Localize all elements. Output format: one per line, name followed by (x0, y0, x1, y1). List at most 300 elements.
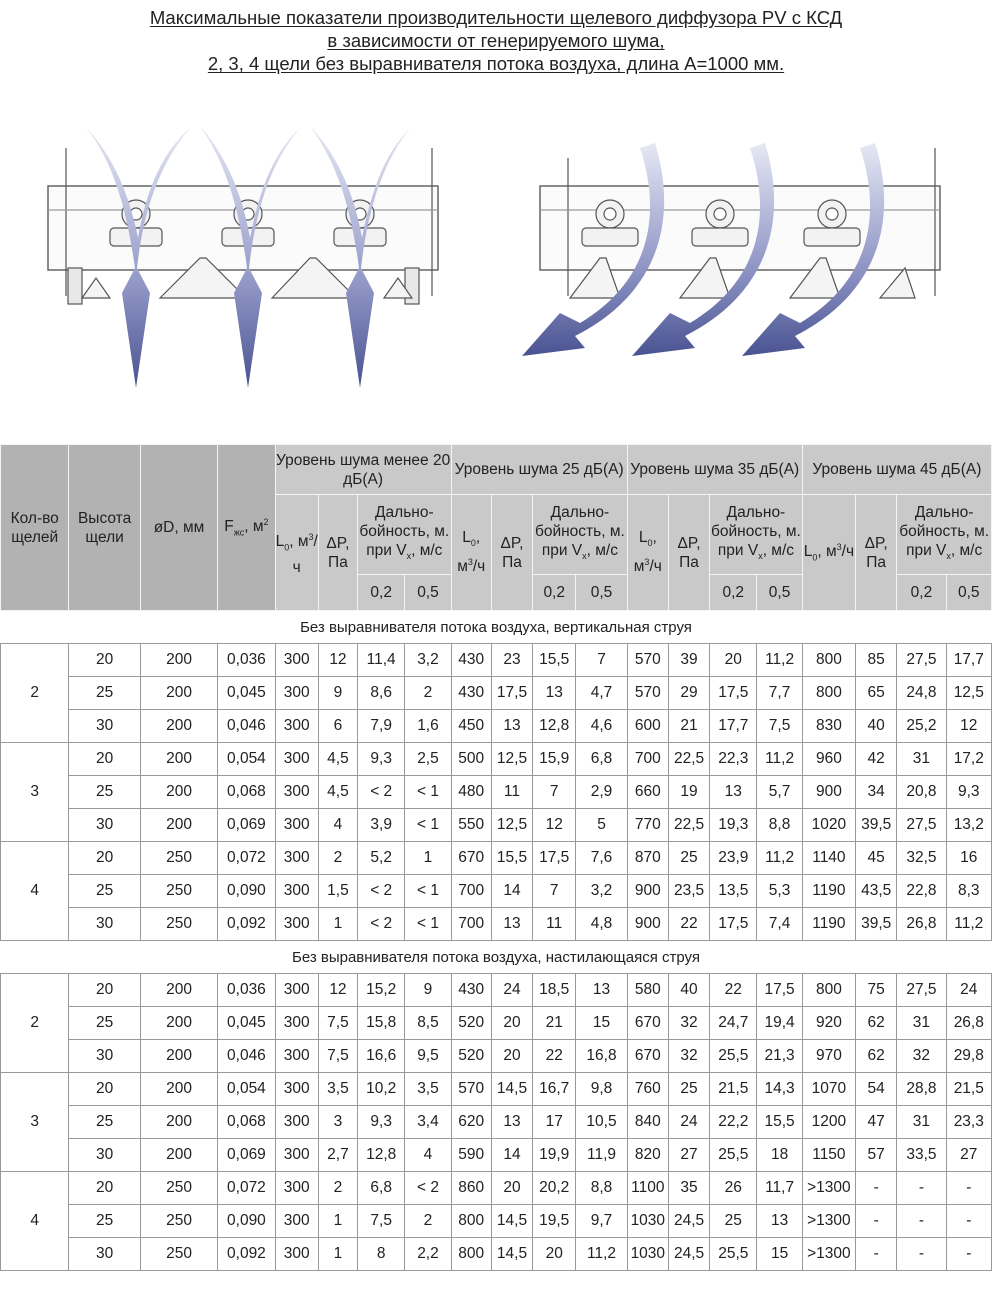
table-cell: 40 (668, 974, 709, 1007)
table-cell: 840 (627, 1106, 668, 1139)
slot-count-cell: 3 (1, 1073, 69, 1172)
table-cell: 27 (668, 1139, 709, 1172)
table-cell: 4,7 (576, 677, 627, 710)
table-cell: 25,2 (897, 710, 946, 743)
table-cell: 9 (318, 677, 357, 710)
table-cell: 430 (451, 974, 491, 1007)
table-cell: - (946, 1238, 991, 1271)
table-cell: 820 (627, 1139, 668, 1172)
table-cell: 300 (275, 1106, 318, 1139)
table-cell: 600 (627, 710, 668, 743)
table-cell: 22,2 (710, 1106, 757, 1139)
table-cell: 22 (533, 1040, 576, 1073)
table-cell: 62 (856, 1040, 897, 1073)
table-cell: 23,9 (710, 842, 757, 875)
table-cell: 0,072 (218, 842, 275, 875)
table-cell: - (856, 1238, 897, 1271)
table-cell: 760 (627, 1073, 668, 1106)
header-velocity-v1: 0,2 (710, 575, 757, 611)
table-cell: 21,5 (946, 1073, 991, 1106)
header-pressure: ΔP, Па (318, 495, 357, 611)
table-cell: 200 (140, 776, 217, 809)
table-cell: 2 (318, 842, 357, 875)
table-cell: 250 (140, 1238, 217, 1271)
table-cell: 2 (405, 1205, 451, 1238)
header-range: Дально-бойность, м. при $V_x$, м/с (533, 495, 628, 575)
table-row (1, 974, 992, 1007)
table-cell: 15,5 (757, 1106, 802, 1139)
table-cell: 7,7 (757, 677, 802, 710)
table-cell: 16,6 (358, 1040, 405, 1073)
table-cell: 4 (318, 809, 357, 842)
table-cell: 700 (627, 743, 668, 776)
table-cell: 0,092 (218, 908, 275, 941)
table-cell: - (856, 1172, 897, 1205)
table-cell: 5,7 (757, 776, 802, 809)
table-cell: 15 (576, 1007, 627, 1040)
table-cell: 14,5 (491, 1205, 532, 1238)
table-cell: 12,5 (491, 809, 532, 842)
table-cell: 2 (405, 677, 451, 710)
table-cell: 9,3 (358, 1106, 405, 1139)
table-row (1, 1007, 992, 1040)
table-cell: 770 (627, 809, 668, 842)
table-cell: 29 (668, 677, 709, 710)
table-cell: 13 (491, 908, 532, 941)
table-cell: 85 (856, 644, 897, 677)
table-cell: 24,5 (668, 1205, 709, 1238)
table-cell: 14 (491, 875, 532, 908)
table-cell: 0,069 (218, 809, 275, 842)
table-cell: 0,054 (218, 743, 275, 776)
table-cell: 480 (451, 776, 491, 809)
table-cell: 7 (533, 776, 576, 809)
table-cell: 830 (802, 710, 855, 743)
table-cell: 27,5 (897, 809, 946, 842)
table-cell: 300 (275, 1040, 318, 1073)
table-cell: 300 (275, 1172, 318, 1205)
table-row (1, 842, 992, 875)
table-cell: 21 (533, 1007, 576, 1040)
table-cell: >1300 (802, 1238, 855, 1271)
table-cell: 23,3 (946, 1106, 991, 1139)
table-cell: 23 (491, 644, 532, 677)
title-line-3: 2, 3, 4 щели без выравнивателя потока воздуха, длина А=1000 мм. (207, 53, 785, 74)
table-row (1, 1040, 992, 1073)
table-body (1, 611, 992, 1271)
header-velocity-v2: 0,5 (576, 575, 627, 611)
table-cell: 7,5 (757, 710, 802, 743)
table-cell: 12,5 (491, 743, 532, 776)
table-cell: 45 (856, 842, 897, 875)
table-cell: 20 (491, 1007, 532, 1040)
table-cell: 12,8 (358, 1139, 405, 1172)
table-cell: 300 (275, 644, 318, 677)
table-cell: 11,2 (757, 743, 802, 776)
table-cell: 25,5 (710, 1040, 757, 1073)
table-cell: 200 (140, 1073, 217, 1106)
table-cell: 14,5 (491, 1073, 532, 1106)
table-cell: 450 (451, 710, 491, 743)
table-cell: 13 (757, 1205, 802, 1238)
table-cell: 800 (802, 677, 855, 710)
table-cell: < 2 (358, 875, 405, 908)
table-cell: 24,8 (897, 677, 946, 710)
table-cell: 0,036 (218, 644, 275, 677)
table-cell: 26,8 (897, 908, 946, 941)
table-cell: 0,036 (218, 974, 275, 1007)
table-cell: 800 (802, 974, 855, 1007)
table-cell: 20 (69, 974, 140, 1007)
table-cell: 47 (856, 1106, 897, 1139)
table-cell: 26,8 (946, 1007, 991, 1040)
table-cell: 15,5 (491, 842, 532, 875)
table-cell: < 2 (358, 908, 405, 941)
table-cell: 25 (710, 1205, 757, 1238)
table-cell: 700 (451, 908, 491, 941)
table-cell: 7 (533, 875, 576, 908)
table-cell: 11,9 (576, 1139, 627, 1172)
table-cell: 8,5 (405, 1007, 451, 1040)
table-cell: 300 (275, 776, 318, 809)
table-cell: 550 (451, 809, 491, 842)
header-range: Дально-бойность, м. при $V_x$, м/с (358, 495, 452, 575)
table-cell: 700 (451, 875, 491, 908)
table-cell: 8,3 (946, 875, 991, 908)
header-range: Дально-бойность, м. при $V_x$, м/с (897, 495, 992, 575)
table-cell: - (946, 1172, 991, 1205)
table-cell: 1,5 (318, 875, 357, 908)
header-count: Кол-во щелей (1, 445, 69, 611)
table-cell: 1 (405, 842, 451, 875)
table-cell: 33,5 (897, 1139, 946, 1172)
table-cell: 7 (576, 644, 627, 677)
table-cell: 15 (757, 1238, 802, 1271)
header-pressure: ΔP, Па (668, 495, 709, 611)
table-cell: 11,2 (757, 842, 802, 875)
table-cell: 16,8 (576, 1040, 627, 1073)
table-cell: 20 (69, 644, 140, 677)
table-cell: 25 (69, 1007, 140, 1040)
table-cell: 29,8 (946, 1040, 991, 1073)
table-cell: 7,9 (358, 710, 405, 743)
table-row (1, 1139, 992, 1172)
table-cell: 800 (451, 1238, 491, 1271)
slot-count-cell: 2 (1, 644, 69, 743)
table-cell: 11 (533, 908, 576, 941)
table-cell: 30 (69, 809, 140, 842)
table-cell: 32 (668, 1040, 709, 1073)
table-cell: 65 (856, 677, 897, 710)
table-cell: 620 (451, 1106, 491, 1139)
table-cell: 23,5 (668, 875, 709, 908)
table-cell: 900 (627, 908, 668, 941)
table-cell: 19,9 (533, 1139, 576, 1172)
header-noise-35: Уровень шума 35 дБ(А) (627, 445, 802, 495)
header-airflow: $L_0$, $м^3/ч$ (802, 495, 855, 611)
table-cell: 30 (69, 908, 140, 941)
table-cell: 25 (69, 677, 140, 710)
table-cell: 8 (358, 1238, 405, 1271)
table-cell: 9,3 (946, 776, 991, 809)
table-cell: 9 (405, 974, 451, 1007)
header-pressure: ΔP, Па (491, 495, 532, 611)
section-title: Без выравнивателя потока воздуха, вертикальная струя (1, 611, 992, 644)
table-cell: 570 (627, 644, 668, 677)
table-cell: 43,5 (856, 875, 897, 908)
header-velocity-v1: 0,2 (533, 575, 576, 611)
table-cell: 13,2 (946, 809, 991, 842)
table-cell: 670 (627, 1007, 668, 1040)
table-cell: 3,5 (318, 1073, 357, 1106)
header-velocity-v2: 0,5 (946, 575, 991, 611)
table-cell: 12 (946, 710, 991, 743)
table-cell: 32,5 (897, 842, 946, 875)
table-cell: 32 (897, 1040, 946, 1073)
table-cell: 12 (318, 974, 357, 1007)
table-cell: 35 (668, 1172, 709, 1205)
table-cell: 0,046 (218, 710, 275, 743)
table-cell: 200 (140, 974, 217, 1007)
header-pressure: ΔP, Па (856, 495, 897, 611)
table-cell: 0,068 (218, 776, 275, 809)
table-cell: 7,4 (757, 908, 802, 941)
table-cell: 10,2 (358, 1073, 405, 1106)
table-cell: 580 (627, 974, 668, 1007)
slot-count-cell: 2 (1, 974, 69, 1073)
table-cell: 300 (275, 1205, 318, 1238)
table-cell: 200 (140, 1106, 217, 1139)
table-cell: 17 (533, 1106, 576, 1139)
table-cell: 32 (668, 1007, 709, 1040)
slot-count-cell: 3 (1, 743, 69, 842)
table-cell: 31 (897, 1106, 946, 1139)
table-cell: 2,5 (405, 743, 451, 776)
table-cell: 2,7 (318, 1139, 357, 1172)
table-cell: 75 (856, 974, 897, 1007)
table-cell: 13 (576, 974, 627, 1007)
header-velocity-v1: 0,2 (358, 575, 405, 611)
table-cell: 300 (275, 1007, 318, 1040)
table-cell: 670 (451, 842, 491, 875)
table-cell: 11,2 (576, 1238, 627, 1271)
table-cell: - (897, 1205, 946, 1238)
table-cell: 20 (491, 1040, 532, 1073)
section-title: Без выравнивателя потока воздуха, настилающаяся струя (1, 941, 992, 974)
table-cell: 15,5 (533, 644, 576, 677)
table-cell: 30 (69, 1040, 140, 1073)
table-cell: 19 (668, 776, 709, 809)
table-row (1, 710, 992, 743)
table-cell: 20 (533, 1238, 576, 1271)
table-cell: 800 (451, 1205, 491, 1238)
table-cell: 200 (140, 1139, 217, 1172)
header-airflow: $L_0$, $м^3/ч$ (627, 495, 668, 611)
table-cell: 11,7 (757, 1172, 802, 1205)
header-area: $F_{жс}$, $м^2$ (218, 445, 275, 611)
table-cell: 22,5 (668, 743, 709, 776)
table-cell: 25 (69, 875, 140, 908)
table-cell: 2,2 (405, 1238, 451, 1271)
table-cell: 860 (451, 1172, 491, 1205)
table-cell: 250 (140, 1205, 217, 1238)
table-cell: 4 (405, 1139, 451, 1172)
table-cell: 24 (668, 1106, 709, 1139)
table-cell: 24,7 (710, 1007, 757, 1040)
table-cell: < 2 (358, 776, 405, 809)
table-cell: 14 (491, 1139, 532, 1172)
table-cell: 300 (275, 1238, 318, 1271)
table-cell: 18,5 (533, 974, 576, 1007)
table-cell: 670 (627, 1040, 668, 1073)
table-cell: >1300 (802, 1172, 855, 1205)
table-cell: 7,5 (318, 1040, 357, 1073)
table-cell: 6,8 (358, 1172, 405, 1205)
table-cell: 16 (946, 842, 991, 875)
header-height: Высота щели (69, 445, 140, 611)
table-cell: 870 (627, 842, 668, 875)
table-cell: 1190 (802, 908, 855, 941)
header-velocity-v2: 0,5 (757, 575, 802, 611)
table-cell: 19,5 (533, 1205, 576, 1238)
table-cell: 0,092 (218, 1238, 275, 1271)
table-cell: 39,5 (856, 809, 897, 842)
table-cell: 22,3 (710, 743, 757, 776)
table-cell: 25 (668, 1073, 709, 1106)
table-cell: 2,9 (576, 776, 627, 809)
table-cell: 14,5 (491, 1238, 532, 1271)
table-cell: 22,5 (668, 809, 709, 842)
table-cell: 4,5 (318, 743, 357, 776)
table-cell: 1190 (802, 875, 855, 908)
table-cell: 27,5 (897, 644, 946, 677)
table-cell: 1030 (627, 1238, 668, 1271)
table-cell: < 1 (405, 809, 451, 842)
table-cell: 12 (318, 644, 357, 677)
header-noise-45: Уровень шума 45 дБ(А) (802, 445, 991, 495)
table-row (1, 743, 992, 776)
title-line-1: Максимальные показатели производительности щелевого диффузора PV с КСД (149, 7, 843, 28)
table-cell: 1150 (802, 1139, 855, 1172)
table-cell: 250 (140, 908, 217, 941)
page-title (0, 6, 992, 75)
table-cell: 17,5 (491, 677, 532, 710)
table-cell: 7,6 (576, 842, 627, 875)
table-cell: 1 (318, 908, 357, 941)
table-cell: 19,3 (710, 809, 757, 842)
table-cell: 3,2 (576, 875, 627, 908)
table-cell: 5,3 (757, 875, 802, 908)
table-cell: 42 (856, 743, 897, 776)
table-cell: 31 (897, 743, 946, 776)
table-cell: 20 (69, 743, 140, 776)
table-cell: 13 (533, 677, 576, 710)
table-cell: 13,5 (710, 875, 757, 908)
table-cell: 14,3 (757, 1073, 802, 1106)
table-cell: 25 (668, 842, 709, 875)
table-cell: 1 (318, 1205, 357, 1238)
table-cell: 21,3 (757, 1040, 802, 1073)
table-cell: 17,5 (710, 908, 757, 941)
table-cell: < 1 (405, 875, 451, 908)
table-cell: 27 (946, 1139, 991, 1172)
table-cell: 6 (318, 710, 357, 743)
table-cell: 800 (802, 644, 855, 677)
table-cell: 9,8 (576, 1073, 627, 1106)
table-cell: 25 (69, 776, 140, 809)
table-cell: 0,090 (218, 875, 275, 908)
table-cell: 34 (856, 776, 897, 809)
table-row (1, 644, 992, 677)
header-velocity-v2: 0,5 (405, 575, 451, 611)
table-cell: 11,4 (358, 644, 405, 677)
table-cell: 430 (451, 677, 491, 710)
table-row (1, 1238, 992, 1271)
table-cell: 3,9 (358, 809, 405, 842)
table-cell: 4,5 (318, 776, 357, 809)
table-cell: 39 (668, 644, 709, 677)
table-cell: 7,5 (358, 1205, 405, 1238)
table-row (1, 1172, 992, 1205)
table-cell: 0,072 (218, 1172, 275, 1205)
header-airflow: $L_0$, $м^3/ч$ (451, 495, 491, 611)
table-cell: 0,068 (218, 1106, 275, 1139)
table-cell: 5 (576, 809, 627, 842)
table-cell: 30 (69, 1238, 140, 1271)
title-line-2: в зависимости от генерируемого шума, (327, 30, 665, 51)
header-airflow: $L_0$, $м^3/ч$ (275, 495, 318, 611)
table-cell: 12,8 (533, 710, 576, 743)
table-cell: 300 (275, 875, 318, 908)
table-cell: 1200 (802, 1106, 855, 1139)
table-cell: 17,5 (533, 842, 576, 875)
table-cell: 0,045 (218, 1007, 275, 1040)
table-cell: 7,5 (318, 1007, 357, 1040)
table-cell: 3 (318, 1106, 357, 1139)
table-cell: 15,8 (358, 1007, 405, 1040)
table-cell: 590 (451, 1139, 491, 1172)
table-cell: 13 (491, 710, 532, 743)
table-cell: 3,4 (405, 1106, 451, 1139)
performance-table (0, 444, 992, 1271)
table-cell: 39,5 (856, 908, 897, 941)
table-cell: 200 (140, 677, 217, 710)
table-cell: 1,6 (405, 710, 451, 743)
table-cell: 300 (275, 1139, 318, 1172)
table-cell: - (897, 1172, 946, 1205)
table-row (1, 809, 992, 842)
table-cell: 500 (451, 743, 491, 776)
table-cell: 26 (710, 1172, 757, 1205)
table-cell: 250 (140, 1172, 217, 1205)
slot-count-cell: 4 (1, 1172, 69, 1271)
table-cell: 1140 (802, 842, 855, 875)
table-cell: < 2 (405, 1172, 451, 1205)
table-cell: 300 (275, 677, 318, 710)
slot-count-cell: 4 (1, 842, 69, 941)
table-cell: 300 (275, 743, 318, 776)
table-cell: 6,8 (576, 743, 627, 776)
header-noise-25: Уровень шума 25 дБ(А) (451, 445, 627, 495)
table-cell: 16,7 (533, 1073, 576, 1106)
table-cell: 40 (856, 710, 897, 743)
table-cell: 11,2 (757, 644, 802, 677)
table-cell: 520 (451, 1007, 491, 1040)
table-row (1, 1205, 992, 1238)
table-row (1, 776, 992, 809)
table-cell: 22,8 (897, 875, 946, 908)
table-cell: 200 (140, 1007, 217, 1040)
